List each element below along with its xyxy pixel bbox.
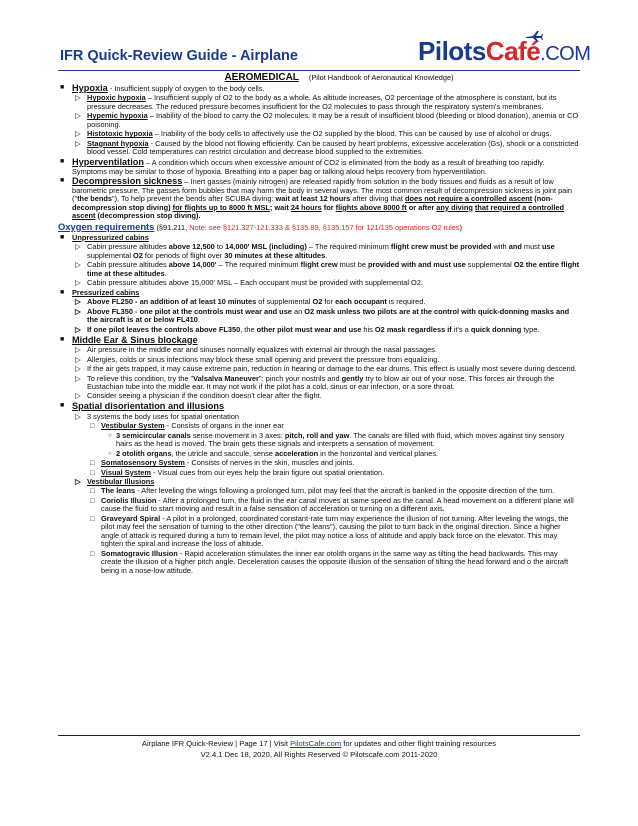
- list-item-graveyard-spiral: □ Graveyard Spiral - A pilot in a prolonged, coordinated constant-rate turn may experience the illusion of not turning. After leveling the wings, the pilot may feel the sensation of turning to the other direction ("the leans"), causing the pilot to turn back in the original direction. Since a higher angle of attack is required during a turn to remain level, the pilot may notice a loss of altitude and apply back force on the elevator. This may tighten the spiral and increase the loss of altitude.: [90, 513, 569, 549]
- box-bullet-icon: □: [90, 548, 95, 558]
- square-bullet-icon: ■: [60, 158, 65, 166]
- document-title: IFR Quick-Review Guide - Airplane: [60, 48, 298, 64]
- triangle-bullet-icon: ▷: [75, 324, 81, 334]
- square-bullet-icon: ■: [60, 335, 65, 343]
- list-item-spatial-intro: ▷ 3 systems the body uses for spatial orientation: [75, 411, 239, 421]
- triangle-bullet-icon: ▷: [75, 277, 81, 287]
- list-item-ear-5: ▷ Consider seeing a physician if the condition doesn't clear after the flight.: [75, 391, 322, 401]
- square-bullet-icon: ■: [60, 233, 65, 241]
- footer-line-1: Airplane IFR Quick-Review | Page 17 | Visit PilotsCafe.com for updates and other flight training resources: [141, 739, 497, 748]
- triangle-bullet-icon: ▷: [75, 373, 81, 383]
- square-bullet-icon: ■: [60, 402, 65, 410]
- list-item-press-2: ▷ Above FL350 - one pilot at the controls must wear and use an O2 mask unless two pilots are at the control with quick-donning masks and the aircraft is at or below FL410.: [75, 306, 570, 325]
- pilotscafe-link[interactable]: PilotsCafe.com: [290, 739, 342, 748]
- box-bullet-icon: □: [90, 495, 95, 505]
- list-item-hypoxic: ▷ Hypoxic hypoxia – Insufficient supply of O2 to the body as a whole. As altitude increases, O2 percentage of the atmosphere is constant, but its pressure decreases. The reduced pressure becomes insufficient for the O2 molecules to pass through the respiratory system's membranes.: [75, 93, 557, 111]
- list-item-pressurized: ■ Pressurized cabins: [60, 287, 140, 297]
- list-item-visual: □ Visual System - Visual cues from our eyes help the brain figure out spatial orientation.: [90, 467, 385, 477]
- list-item-ear-3: ▷ If the air gets trapped, it may cause extreme pain, reduction in hearing or damage to the ear drums. This effect is usually most severe during descend.: [75, 364, 577, 374]
- pilotscafe-logo: PilotsCafé.COM: [418, 36, 591, 66]
- box-bullet-icon: □: [90, 458, 95, 468]
- list-item-unpressurized: ■ Unpressurized cabins: [60, 232, 149, 242]
- list-item-decompression: ■ Decompression sickness – Inert gasses (mainly nitrogen) are released rapidly from solution in the body tissues and fluids as a result of low barometric pressure. The gasses form bubbles that may harm the body in several ways. The most common result of decompression sickness is joint pain ("the bends"). To help prevent the bends after SCUBA diving: wait at least 12 hours after diving that does not require a controlled ascent (non-decompression stop diving) for flights up to 8000 ft MSL; wait 24 hours for flights above 8000 ft or after any diving that required a controlled ascent (decompression stop diving).: [60, 176, 573, 221]
- header-divider: [58, 70, 580, 71]
- list-item-otolith: ○ 2 otolith organs, the utricle and saccule, sense acceleration in the horizontal and vertical planes.: [108, 448, 439, 458]
- list-item-ear: ■ Middle Ear & Sinus blockage: [60, 334, 198, 345]
- list-item-press-1: ▷ Above FL250 - an addition of at least 10 minutes of supplemental O2 for each occupant is required.: [75, 297, 426, 307]
- box-bullet-icon: □: [90, 486, 95, 496]
- page-header: [0, 0, 638, 78]
- triangle-bullet-icon: ▷: [75, 411, 81, 421]
- list-item-press-3: ▷ If one pilot leaves the controls above FL350, the other pilot must wear and use his O2 mask regardless if it's a quick donning type.: [75, 324, 540, 334]
- square-bullet-icon: ■: [60, 288, 65, 296]
- box-bullet-icon: □: [90, 467, 95, 477]
- list-item-ear-2: ▷ Allergies, colds or sinus infections may block these small opening and prevent the pressure from equalizing.: [75, 354, 440, 364]
- triangle-bullet-icon: ▷: [75, 93, 81, 103]
- square-bullet-icon: ■: [60, 83, 65, 91]
- section-heading: [98, 74, 580, 82]
- circle-bullet-icon: ○: [108, 450, 112, 457]
- page-footer: [0, 738, 638, 760]
- triangle-bullet-icon: ▷: [75, 138, 81, 148]
- box-bullet-icon: □: [90, 513, 95, 523]
- triangle-bullet-icon: ▷: [75, 391, 81, 401]
- triangle-bullet-icon: ▷: [75, 476, 81, 486]
- list-item-canals: ○ 3 semicircular canals sense movement in 3 axes: pitch, roll and yaw. The canals are filled with fluid, which moves against tiny sensory hairs as the head is moved. The brain gets these signals and interprets a sensation of movement.: [108, 430, 565, 449]
- footer-copyright: V2.4.1 Dec 18, 2020, All Rights Reserved © Pilotscafe.com 2011-2020: [200, 750, 438, 759]
- list-item-somatosensory: □ Somatosensory System - Consists of nerves in the skin, muscles and joints.: [90, 458, 355, 468]
- list-item-vestibular-illusions: ▷ Vestibular Illusions: [75, 476, 155, 486]
- list-item-spatial: ■ Spatial disorientation and illusions: [60, 401, 225, 412]
- box-bullet-icon: □: [90, 421, 95, 431]
- list-item-unpress-3: ▷ Cabin pressure altitudes above 15,000' MSL – Each occupant must be provided with supplemental O2.: [75, 277, 423, 287]
- footer-divider: [58, 735, 580, 736]
- triangle-bullet-icon: ▷: [75, 260, 81, 270]
- triangle-bullet-icon: ▷: [75, 111, 81, 121]
- list-item-unpress-1: ▷ Cabin pressure altitudes above 12,500 to 14,000' MSL (including) – The required minimum flight crew must be provided with and must use supplemental O2 for periods of flight over 30 minutes at these altitudes.: [75, 242, 555, 260]
- triangle-bullet-icon: ▷: [75, 242, 81, 252]
- list-item-stagnant: ▷ Stagnant hypoxia - Caused by the blood not flowing efficiently. Can be caused by heart problems, excessive acceleration (Gs), shock or a constricted blood vessel. Cold temperatures can restrict circulation and decrease blood supplied to the extremities.: [75, 138, 579, 157]
- list-item-histotoxic: ▷ Histotoxic hypoxia – Inability of the body cells to affectively use the O2 supplied by the blood. This can be caused by use of alcohol or drugs.: [75, 129, 552, 139]
- main-content: [58, 74, 580, 575]
- triangle-bullet-icon: ▷: [75, 306, 81, 316]
- list-item-leans: □ The leans - After leveling the wings following a prolonged turn, pilot may feel that the aircraft is banked in the opposite direction of the turn.: [90, 486, 555, 496]
- circle-bullet-icon: ○: [108, 432, 112, 439]
- list-item-hyperventilation: ■ Hyperventilation – A condition which occurs when excessive amount of CO2 is eliminated from the body as a result of breathing too rapidly. Symptoms may be similar to those of hypoxia. Breathing into a paper bag or talking aloud helps recovery from hyperventilation.: [60, 157, 545, 176]
- section-title: AEROMEDICAL: [224, 72, 299, 83]
- triangle-bullet-icon: ▷: [75, 345, 81, 355]
- list-item-hypoxia: ■ Hypoxia - Insufficient supply of oxygen to the body cells.: [60, 82, 265, 93]
- list-item-somatogravic: □ Somatogravic Illusion - Rapid acceleration stimulates the inner ear otolith organs in the same way as tilting the head backwards. This may create the illusion of a higher pitch angle. Deceleration causes the opposite illusion of the sensation of tilting the head forward and o the aircraft being in a nose-low attitude.: [90, 548, 569, 575]
- list-item-vestibular: □ Vestibular System - Consists of organs in the inner ear: [90, 421, 284, 431]
- section-source: (Pilot Handbook of Aeronautical Knowledge): [308, 73, 454, 82]
- list-item-unpress-2: ▷ Cabin pressure altitudes above 14,000' – The required minimum flight crew must be provided with and must use supplemental O2 the entire flight time at these altitudes.: [75, 260, 580, 278]
- triangle-bullet-icon: ▷: [75, 364, 81, 374]
- square-bullet-icon: ■: [60, 177, 65, 185]
- triangle-bullet-icon: ▷: [75, 354, 81, 364]
- triangle-bullet-icon: ▷: [75, 129, 81, 139]
- list-item-ear-1: ▷ Air pressure in the middle ear and sinuses normally equalizes with external air through the nasal passages.: [75, 345, 438, 355]
- list-item-coriolis: □ Coriolis Illusion - After a prolonged turn, the fluid in the ear canal moves at same speed as the canal. A head movement on a different plane will cause the fluid to start moving and result in a false sensation of acceleration or turning on a different axis.: [90, 495, 574, 514]
- oxygen-heading: Oxygen requirements (§91.211, Note: see §121.327-121.333 & §135.89, §135.157 for 121/135 operations O2 rules): [58, 220, 463, 232]
- triangle-bullet-icon: ▷: [75, 297, 81, 307]
- list-item-ear-4: ▷ To relieve this condition, try the "Valsalva Maneuver": pinch your nostrils and gently try to blow air out of your nose. This forces air through the Eustachian tube into the middle ear. It may not work if the pilot has a cold, sinus or ear infection, or a sore throat.: [75, 373, 555, 391]
- list-item-hypemic: ▷ Hypemic hypoxia – Inability of the blood to carry the O2 molecules. It may be a result of insufficient blood (bleeding or blood donation), anemia or CO poisoning.: [75, 111, 579, 129]
